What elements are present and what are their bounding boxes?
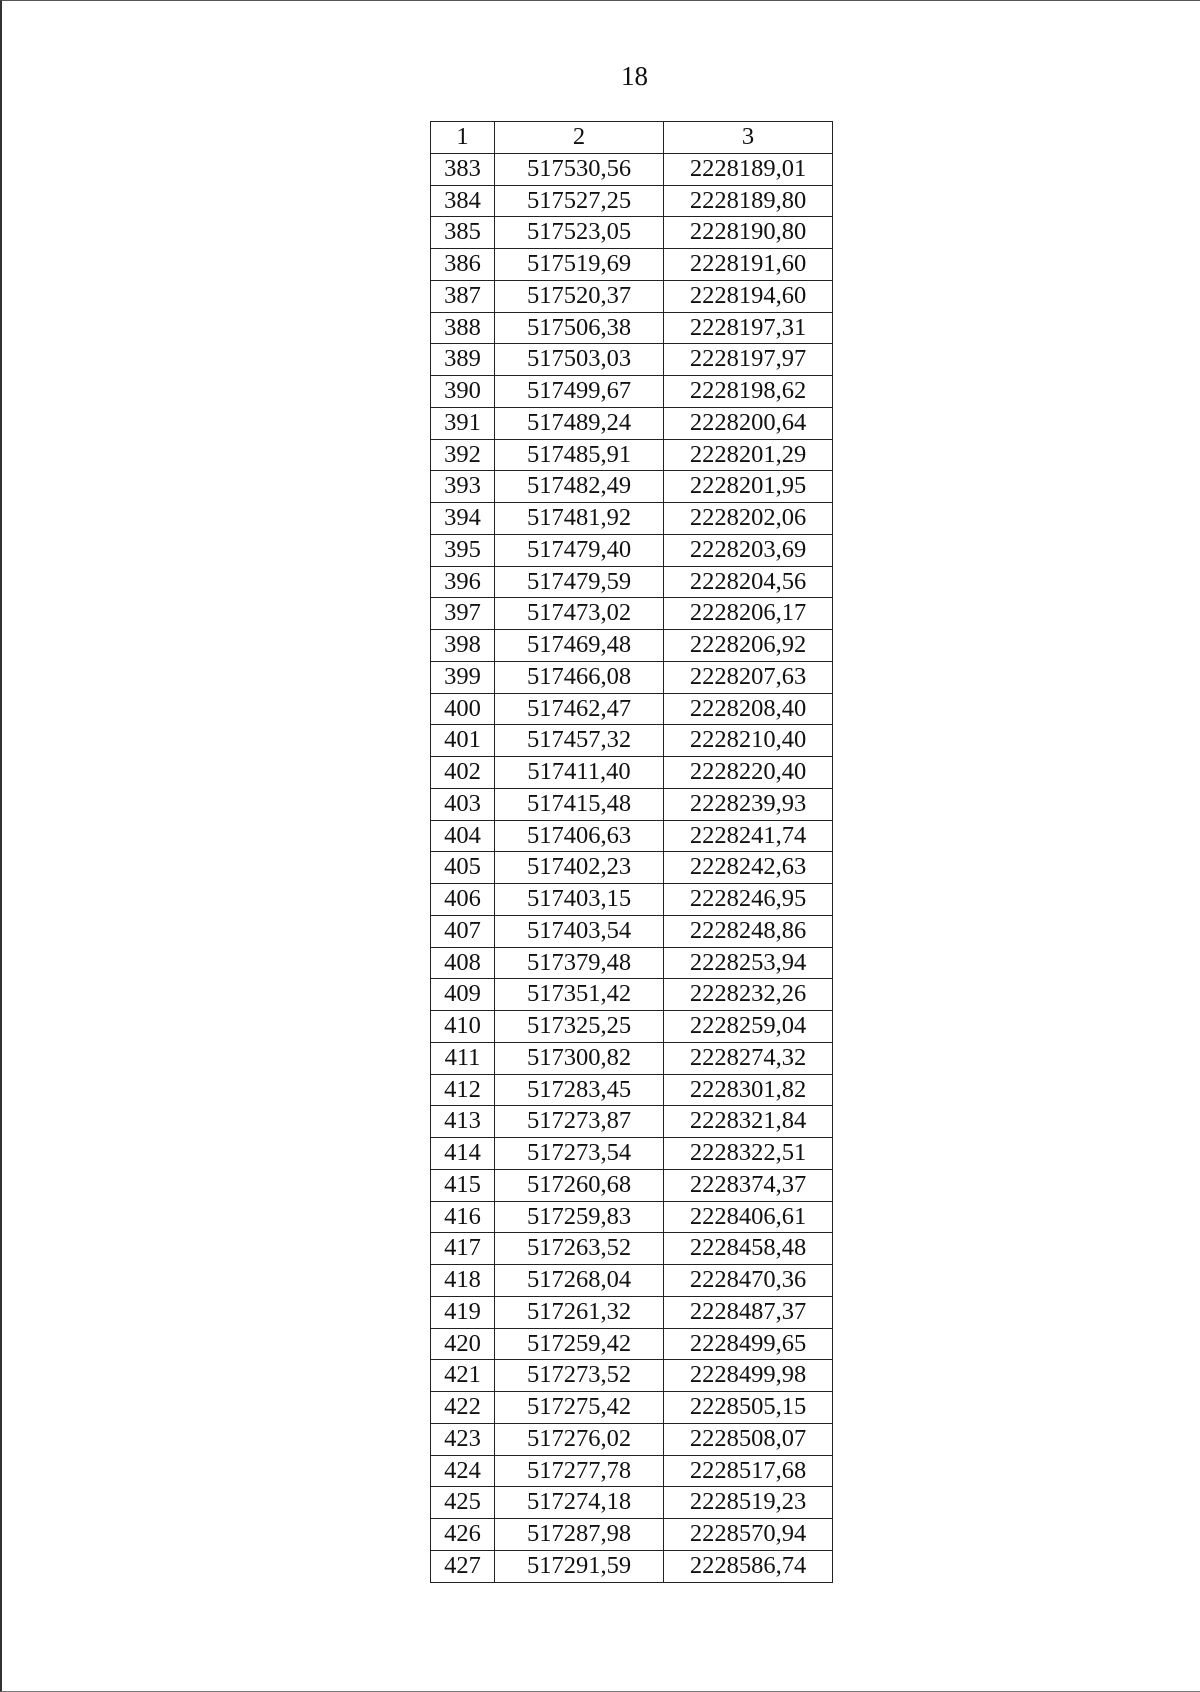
point-number-cell: 423 xyxy=(431,1423,495,1455)
y-coordinate-cell: 2228259,04 xyxy=(664,1011,833,1043)
table-row xyxy=(431,1328,833,1360)
point-number-cell: 422 xyxy=(431,1392,495,1424)
point-number-cell: 388 xyxy=(431,312,495,344)
x-coordinate-cell: 517283,45 xyxy=(495,1074,664,1106)
table-row xyxy=(431,1296,833,1328)
y-coordinate-cell: 2228499,65 xyxy=(664,1328,833,1360)
table-row xyxy=(431,852,833,884)
point-number-cell: 421 xyxy=(431,1360,495,1392)
y-coordinate-cell: 2228189,01 xyxy=(664,153,833,185)
x-coordinate-cell: 517403,54 xyxy=(495,915,664,947)
x-coordinate-cell: 517479,59 xyxy=(495,566,664,598)
y-coordinate-cell: 2228204,56 xyxy=(664,566,833,598)
x-coordinate-cell: 517273,87 xyxy=(495,1106,664,1138)
point-number-cell: 384 xyxy=(431,185,495,217)
table-row xyxy=(431,1138,833,1170)
table-row xyxy=(431,312,833,344)
y-coordinate-cell: 2228274,32 xyxy=(664,1042,833,1074)
table-row xyxy=(431,534,833,566)
point-number-cell: 385 xyxy=(431,217,495,249)
point-number-cell: 412 xyxy=(431,1074,495,1106)
x-coordinate-cell: 517481,92 xyxy=(495,503,664,535)
point-number-cell: 397 xyxy=(431,598,495,630)
x-coordinate-cell: 517268,04 xyxy=(495,1265,664,1297)
x-coordinate-cell: 517406,63 xyxy=(495,820,664,852)
table-row xyxy=(431,1360,833,1392)
y-coordinate-cell: 2228232,26 xyxy=(664,979,833,1011)
point-number-cell: 401 xyxy=(431,725,495,757)
x-coordinate-cell: 517263,52 xyxy=(495,1233,664,1265)
x-coordinate-cell: 517325,25 xyxy=(495,1011,664,1043)
x-coordinate-cell: 517276,02 xyxy=(495,1423,664,1455)
table-row xyxy=(431,344,833,376)
point-number-cell: 415 xyxy=(431,1169,495,1201)
point-number-cell: 400 xyxy=(431,693,495,725)
y-coordinate-cell: 2228202,06 xyxy=(664,503,833,535)
point-number-cell: 425 xyxy=(431,1487,495,1519)
point-number-cell: 392 xyxy=(431,439,495,471)
y-coordinate-cell: 2228246,95 xyxy=(664,884,833,916)
table-row xyxy=(431,1106,833,1138)
x-coordinate-cell: 517457,32 xyxy=(495,725,664,757)
point-number-cell: 406 xyxy=(431,884,495,916)
point-number-cell: 390 xyxy=(431,376,495,408)
x-coordinate-cell: 517473,02 xyxy=(495,598,664,630)
table-row xyxy=(431,376,833,408)
table-row xyxy=(431,407,833,439)
point-number-cell: 410 xyxy=(431,1011,495,1043)
x-coordinate-cell: 517274,18 xyxy=(495,1487,664,1519)
point-number-cell: 426 xyxy=(431,1519,495,1551)
y-coordinate-cell: 2228198,62 xyxy=(664,376,833,408)
y-coordinate-cell: 2228499,98 xyxy=(664,1360,833,1392)
point-number-cell: 387 xyxy=(431,280,495,312)
x-coordinate-cell: 517485,91 xyxy=(495,439,664,471)
x-coordinate-cell: 517287,98 xyxy=(495,1519,664,1551)
x-coordinate-cell: 517499,67 xyxy=(495,376,664,408)
table-row xyxy=(431,915,833,947)
point-number-cell: 383 xyxy=(431,153,495,185)
x-coordinate-cell: 517273,54 xyxy=(495,1138,664,1170)
x-coordinate-cell: 517259,42 xyxy=(495,1328,664,1360)
y-coordinate-cell: 2228190,80 xyxy=(664,217,833,249)
point-number-cell: 413 xyxy=(431,1106,495,1138)
table-row xyxy=(431,1550,833,1582)
point-number-cell: 403 xyxy=(431,788,495,820)
point-number-cell: 407 xyxy=(431,915,495,947)
table-row xyxy=(431,217,833,249)
y-coordinate-cell: 2228586,74 xyxy=(664,1550,833,1582)
y-coordinate-cell: 2228197,31 xyxy=(664,312,833,344)
table-row xyxy=(431,1201,833,1233)
column-header-3: 3 xyxy=(664,122,833,154)
x-coordinate-cell: 517259,83 xyxy=(495,1201,664,1233)
table-row xyxy=(431,693,833,725)
point-number-cell: 396 xyxy=(431,566,495,598)
x-coordinate-cell: 517466,08 xyxy=(495,661,664,693)
y-coordinate-cell: 2228201,95 xyxy=(664,471,833,503)
x-coordinate-cell: 517530,56 xyxy=(495,153,664,185)
table-row xyxy=(431,503,833,535)
x-coordinate-cell: 517479,40 xyxy=(495,534,664,566)
table-row xyxy=(431,1487,833,1519)
column-header-1: 1 xyxy=(431,122,495,154)
y-coordinate-cell: 2228242,63 xyxy=(664,852,833,884)
y-coordinate-cell: 2228374,37 xyxy=(664,1169,833,1201)
x-coordinate-cell: 517351,42 xyxy=(495,979,664,1011)
table-row xyxy=(431,1519,833,1551)
table-row xyxy=(431,1074,833,1106)
y-coordinate-cell: 2228322,51 xyxy=(664,1138,833,1170)
point-number-cell: 405 xyxy=(431,852,495,884)
point-number-cell: 418 xyxy=(431,1265,495,1297)
x-coordinate-cell: 517273,52 xyxy=(495,1360,664,1392)
x-coordinate-cell: 517260,68 xyxy=(495,1169,664,1201)
y-coordinate-cell: 2228206,92 xyxy=(664,630,833,662)
y-coordinate-cell: 2228321,84 xyxy=(664,1106,833,1138)
table-row xyxy=(431,598,833,630)
table-row xyxy=(431,439,833,471)
y-coordinate-cell: 2228253,94 xyxy=(664,947,833,979)
table-row xyxy=(431,566,833,598)
x-coordinate-cell: 517379,48 xyxy=(495,947,664,979)
page-number: 18 xyxy=(621,61,648,91)
y-coordinate-cell: 2228241,74 xyxy=(664,820,833,852)
table-row xyxy=(431,185,833,217)
y-coordinate-cell: 2228210,40 xyxy=(664,725,833,757)
point-number-cell: 399 xyxy=(431,661,495,693)
x-coordinate-cell: 517291,59 xyxy=(495,1550,664,1582)
point-number-cell: 419 xyxy=(431,1296,495,1328)
table-row xyxy=(431,757,833,789)
point-number-cell: 411 xyxy=(431,1042,495,1074)
x-coordinate-cell: 517403,15 xyxy=(495,884,664,916)
y-coordinate-cell: 2228191,60 xyxy=(664,249,833,281)
y-coordinate-cell: 2228201,29 xyxy=(664,439,833,471)
x-coordinate-cell: 517523,05 xyxy=(495,217,664,249)
x-coordinate-cell: 517520,37 xyxy=(495,280,664,312)
point-number-cell: 414 xyxy=(431,1138,495,1170)
point-number-cell: 389 xyxy=(431,344,495,376)
x-coordinate-cell: 517469,48 xyxy=(495,630,664,662)
table-row xyxy=(431,979,833,1011)
y-coordinate-cell: 2228301,82 xyxy=(664,1074,833,1106)
y-coordinate-cell: 2228508,07 xyxy=(664,1423,833,1455)
x-coordinate-cell: 517275,42 xyxy=(495,1392,664,1424)
y-coordinate-cell: 2228487,37 xyxy=(664,1296,833,1328)
x-coordinate-cell: 517489,24 xyxy=(495,407,664,439)
y-coordinate-cell: 2228206,17 xyxy=(664,598,833,630)
table-row xyxy=(431,661,833,693)
coordinates-table xyxy=(430,121,833,1583)
table-header-row xyxy=(431,122,833,154)
x-coordinate-cell: 517527,25 xyxy=(495,185,664,217)
point-number-cell: 427 xyxy=(431,1550,495,1582)
point-number-cell: 394 xyxy=(431,503,495,535)
table-row xyxy=(431,725,833,757)
point-number-cell: 417 xyxy=(431,1233,495,1265)
x-coordinate-cell: 517503,03 xyxy=(495,344,664,376)
table-row xyxy=(431,1011,833,1043)
y-coordinate-cell: 2228248,86 xyxy=(664,915,833,947)
point-number-cell: 408 xyxy=(431,947,495,979)
table-row xyxy=(431,1233,833,1265)
y-coordinate-cell: 2228470,36 xyxy=(664,1265,833,1297)
y-coordinate-cell: 2228194,60 xyxy=(664,280,833,312)
point-number-cell: 391 xyxy=(431,407,495,439)
x-coordinate-cell: 517402,23 xyxy=(495,852,664,884)
y-coordinate-cell: 2228208,40 xyxy=(664,693,833,725)
table-row xyxy=(431,1423,833,1455)
point-number-cell: 409 xyxy=(431,979,495,1011)
x-coordinate-cell: 517415,48 xyxy=(495,788,664,820)
y-coordinate-cell: 2228519,23 xyxy=(664,1487,833,1519)
y-coordinate-cell: 2228406,61 xyxy=(664,1201,833,1233)
table-row xyxy=(431,1169,833,1201)
table-row xyxy=(431,884,833,916)
y-coordinate-cell: 2228517,68 xyxy=(664,1455,833,1487)
x-coordinate-cell: 517300,82 xyxy=(495,1042,664,1074)
y-coordinate-cell: 2228200,64 xyxy=(664,407,833,439)
x-coordinate-cell: 517482,49 xyxy=(495,471,664,503)
point-number-cell: 416 xyxy=(431,1201,495,1233)
table-row xyxy=(431,1042,833,1074)
x-coordinate-cell: 517462,47 xyxy=(495,693,664,725)
x-coordinate-cell: 517506,38 xyxy=(495,312,664,344)
point-number-cell: 395 xyxy=(431,534,495,566)
x-coordinate-cell: 517277,78 xyxy=(495,1455,664,1487)
point-number-cell: 398 xyxy=(431,630,495,662)
table-row xyxy=(431,249,833,281)
table-body xyxy=(431,153,833,1582)
x-coordinate-cell: 517411,40 xyxy=(495,757,664,789)
point-number-cell: 393 xyxy=(431,471,495,503)
table-row xyxy=(431,947,833,979)
y-coordinate-cell: 2228203,69 xyxy=(664,534,833,566)
table-row xyxy=(431,280,833,312)
y-coordinate-cell: 2228189,80 xyxy=(664,185,833,217)
table-row xyxy=(431,788,833,820)
y-coordinate-cell: 2228239,93 xyxy=(664,788,833,820)
point-number-cell: 402 xyxy=(431,757,495,789)
table-row xyxy=(431,1265,833,1297)
x-coordinate-cell: 517519,69 xyxy=(495,249,664,281)
point-number-cell: 424 xyxy=(431,1455,495,1487)
table-row xyxy=(431,153,833,185)
table-row xyxy=(431,820,833,852)
table-row xyxy=(431,1455,833,1487)
point-number-cell: 420 xyxy=(431,1328,495,1360)
table-row xyxy=(431,471,833,503)
x-coordinate-cell: 517261,32 xyxy=(495,1296,664,1328)
table-row xyxy=(431,1392,833,1424)
y-coordinate-cell: 2228197,97 xyxy=(664,344,833,376)
y-coordinate-cell: 2228505,15 xyxy=(664,1392,833,1424)
point-number-cell: 386 xyxy=(431,249,495,281)
y-coordinate-cell: 2228207,63 xyxy=(664,661,833,693)
y-coordinate-cell: 2228570,94 xyxy=(664,1519,833,1551)
table-row xyxy=(431,630,833,662)
y-coordinate-cell: 2228220,40 xyxy=(664,757,833,789)
column-header-2: 2 xyxy=(495,122,664,154)
point-number-cell: 404 xyxy=(431,820,495,852)
y-coordinate-cell: 2228458,48 xyxy=(664,1233,833,1265)
